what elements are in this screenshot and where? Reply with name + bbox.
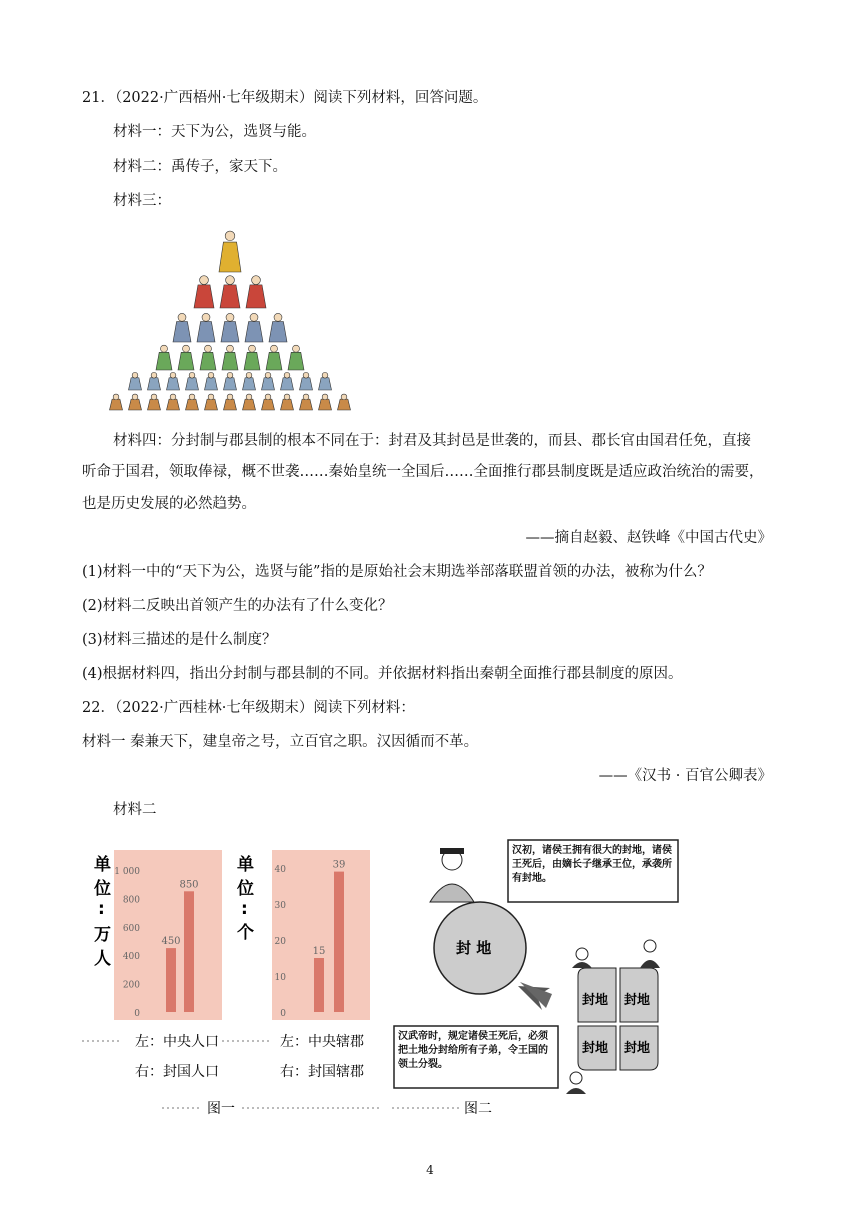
- q22-material-2-label: 材料二: [113, 802, 157, 818]
- y-tick-label: 40: [274, 865, 286, 875]
- q21-question-2: (2)材料二反映出首领产生的办法有了什么变化？: [82, 598, 393, 614]
- q22-source: ——《汉书 · 百官公卿表》: [598, 768, 772, 784]
- bar-right: [184, 891, 194, 1012]
- q22-material-1: 材料一 秦兼天下，建皇帝之号，立百官之职。汉因循而不革。: [82, 734, 479, 750]
- pyramid-figure: [288, 345, 304, 370]
- pyramid-figure: [244, 345, 260, 370]
- bar-data-label: 39: [332, 859, 346, 871]
- figure-2-caption: 图二: [464, 1101, 492, 1117]
- pyramid-figure: [281, 372, 294, 390]
- bar-data-label: 15: [312, 946, 326, 957]
- fig2-big-land-label: 封 地: [456, 939, 492, 957]
- figure-1-caption: 图一: [207, 1101, 235, 1117]
- pyramid-figure: [129, 394, 142, 410]
- chart1-ylabel-5: 人: [94, 949, 111, 969]
- q21-material-3-label: 材料三：: [113, 193, 171, 209]
- fig2-note-bottom: 汉武帝时，规定诸侯王死后，必须把土地分封给所有子弟，令王国的领土分裂。: [398, 1031, 548, 1070]
- y-tick-label: 0: [280, 1009, 286, 1019]
- fig2-piece-label-3: 封地: [582, 1041, 609, 1056]
- chart1-ylabel-4: 万: [94, 925, 111, 945]
- q21-material-1: 材料一：天下为公，选贤与能。: [113, 124, 316, 140]
- chart2-ylabel-2: 位: [237, 879, 254, 899]
- pyramid-figure: [186, 394, 199, 410]
- figure-1-charts: [82, 840, 392, 1120]
- fig2-piece-label-4: 封地: [624, 1041, 651, 1056]
- fig2-piece-label-1: 封地: [582, 993, 609, 1008]
- pyramid-figure: [262, 394, 275, 410]
- y-tick-label: 200: [122, 980, 140, 991]
- q22-header: 22．（2022·广西桂林·七年级期末）阅读下列材料：: [82, 700, 415, 716]
- pyramid-figure: [148, 372, 161, 390]
- chart2-ylabel-3: :: [241, 899, 248, 919]
- pyramid-figure: [148, 394, 161, 410]
- pyramid-figure: [200, 345, 216, 370]
- pyramid-figure: [219, 231, 241, 272]
- y-tick-label: 30: [274, 901, 286, 911]
- pyramid-figure: [129, 372, 142, 390]
- pyramid-figure: [300, 394, 313, 410]
- q21-material-4-line2: 听命于国君，领取俸禄，概不世袭……秦始皇统一全国后……全面推行郡县制度既是适应政治统治的需要，: [82, 464, 764, 480]
- chart2-ylabel-4: 个: [237, 923, 254, 943]
- q21-source: ——摘自赵毅、赵铁峰《中国古代史》: [525, 530, 772, 546]
- q21-question-3: (3)材料三描述的是什么制度？: [82, 632, 277, 648]
- q21-header: 21．（2022·广西梧州·七年级期末）阅读下列材料，回答问题。: [82, 90, 488, 106]
- y-tick-label: 1 000: [114, 867, 140, 877]
- chart2-legend-right: 右：封国辖郡: [280, 1064, 364, 1080]
- pyramid-figure: [186, 372, 199, 390]
- pyramid-figure: [221, 313, 239, 342]
- q21-material-2: 材料二：禹传子，家天下。: [113, 159, 287, 175]
- pyramid-figure: [245, 313, 263, 342]
- pyramid-figure: [167, 372, 180, 390]
- pyramid-figure: [194, 276, 214, 308]
- y-tick-label: 800: [122, 895, 140, 906]
- pyramid-figure: [167, 394, 180, 410]
- pyramid-figure: [319, 372, 332, 390]
- q21-question-4: (4)根据材料四，指出分封制与郡县制的不同。并依据材料指出秦朝全面推行郡县制度的原因。: [82, 666, 683, 682]
- pyramid-figure: [205, 394, 218, 410]
- page-number: 4: [426, 1163, 434, 1177]
- pyramid-figure: [269, 313, 287, 342]
- chart1-legend-left: 左：中央人口: [135, 1034, 219, 1050]
- y-tick-label: 400: [122, 952, 140, 963]
- chart2-legend-left: 左：中央辖郡: [280, 1034, 364, 1050]
- pyramid-figure: [173, 313, 191, 342]
- q21-question-1: (1)材料一中的“天下为公，选贤与能”指的是原始社会末期选举部落联盟首领的办法，被称为什么？: [82, 564, 712, 580]
- pyramid-figure: [281, 394, 294, 410]
- pyramid-figure: [262, 372, 275, 390]
- chart2-ylabel-1: 单: [237, 855, 254, 875]
- bar-data-label: 450: [161, 936, 181, 948]
- hierarchy-pyramid-illustration: [105, 226, 355, 412]
- fig2-piece-label-2: 封地: [624, 993, 651, 1008]
- pyramid-figure: [338, 394, 351, 410]
- chart1-ylabel-1: 单: [94, 855, 111, 875]
- pyramid-figure: [178, 345, 194, 370]
- q21-material-4-line1: 材料四：分封制与郡县制的根本不同在于：封君及其封邑是世袭的，而县、郡长官由国君任免，直接: [113, 433, 751, 449]
- bar-left: [314, 958, 324, 1012]
- bar-left: [166, 948, 176, 1012]
- pyramid-figure: [197, 313, 215, 342]
- pyramid-figure: [243, 394, 256, 410]
- chart1-legend-right: 右：封国人口: [135, 1064, 219, 1080]
- pyramid-figure: [224, 372, 237, 390]
- figure-2-illustration: [392, 836, 692, 1120]
- pyramid-figure: [222, 345, 238, 370]
- y-tick-label: 0: [134, 1009, 140, 1019]
- y-tick-label: 20: [274, 937, 286, 947]
- pyramid-figure: [246, 276, 266, 308]
- pyramid-figure: [243, 372, 256, 390]
- bar-right: [334, 872, 344, 1012]
- pyramid-figure: [224, 394, 237, 410]
- chart1-ylabel-2: 位: [94, 879, 111, 899]
- y-tick-label: 600: [122, 923, 140, 934]
- q21-material-4-line3: 也是历史发展的必然趋势。: [82, 496, 256, 512]
- pyramid-figure: [300, 372, 313, 390]
- pyramid-figure: [156, 345, 172, 370]
- fig2-note-top: 汉初，诸侯王拥有很大的封地，诸侯王死后，由嫡长子继承王位，承袭所有封地。: [512, 845, 672, 884]
- pyramid-figure: [220, 276, 240, 308]
- pyramid-figure: [110, 394, 123, 410]
- pyramid-figure: [205, 372, 218, 390]
- chart1-ylabel-3: :: [98, 899, 105, 919]
- bar-data-label: 850: [179, 879, 199, 891]
- y-tick-label: 10: [274, 973, 286, 983]
- pyramid-figure: [319, 394, 332, 410]
- pyramid-figure: [266, 345, 282, 370]
